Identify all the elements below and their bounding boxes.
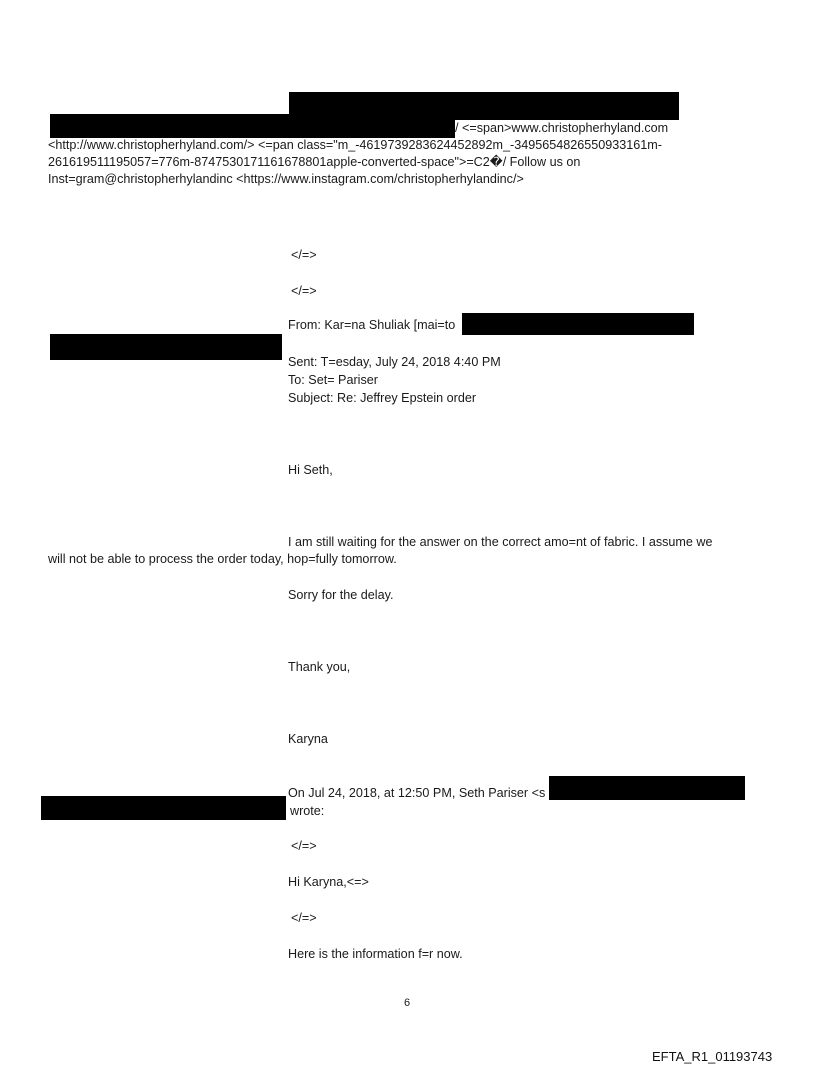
header-line-4: Inst=gram@christopherhylandinc <https://www.instagram.com/christopherhylandinc/> [48, 172, 524, 186]
email-greeting: Hi Seth, [288, 463, 333, 477]
redaction-bar-from-email [462, 313, 694, 335]
document-id-footer: EFTA_R1_01193743 [652, 1049, 773, 1064]
redaction-bar-from-left [50, 334, 282, 360]
redaction-bar-quote-left [41, 796, 286, 820]
header-line-3: 261619511195057=776m-8747530171161678801apple-converted-space">=C2�/ Follow us on [48, 155, 581, 169]
html-tag-remnant: </=> [291, 248, 317, 262]
email-from-line: From: Kar=na Shuliak [mai=to [288, 318, 456, 332]
quote-greeting: Hi Karyna,<=> [288, 875, 369, 889]
email-signature: Karyna [288, 732, 328, 746]
email-thanks: Thank you, [288, 660, 351, 674]
email-body-line-2: will not be able to process the order today, hop=fully tomorrow. [48, 552, 397, 566]
email-sent-line: Sent: T=esday, July 24, 2018 4:40 PM [288, 355, 501, 369]
email-subject-line: Subject: Re: Jeffrey Epstein order [288, 391, 477, 405]
quote-header-line-2: wrote: [290, 804, 325, 818]
html-tag-remnant: </=> [291, 911, 317, 925]
email-apology: Sorry for the delay. [288, 588, 394, 602]
redaction-bar-quote-email [549, 776, 745, 800]
html-tag-remnant: </=> [291, 284, 317, 298]
email-body-line-1: I am still waiting for the answer on the correct amo=nt of fabric. I assume we [288, 535, 713, 549]
redaction-bar-header-left [50, 114, 455, 138]
header-line-2: <http://www.christopherhyland.com/> <=pan class="m_-4619739283624452892m_-3495654826550933161m- [48, 138, 662, 152]
quote-body: Here is the information f=r now. [288, 947, 463, 961]
header-line-1: / <=span>www.christopherhyland.com [455, 121, 669, 135]
quote-header-line-1: On Jul 24, 2018, at 12:50 PM, Seth Pariser <s [288, 786, 546, 800]
email-to-line: To: Set= Pariser [288, 373, 378, 387]
page-number: 6 [404, 997, 411, 1009]
html-tag-remnant: </=> [291, 839, 317, 853]
